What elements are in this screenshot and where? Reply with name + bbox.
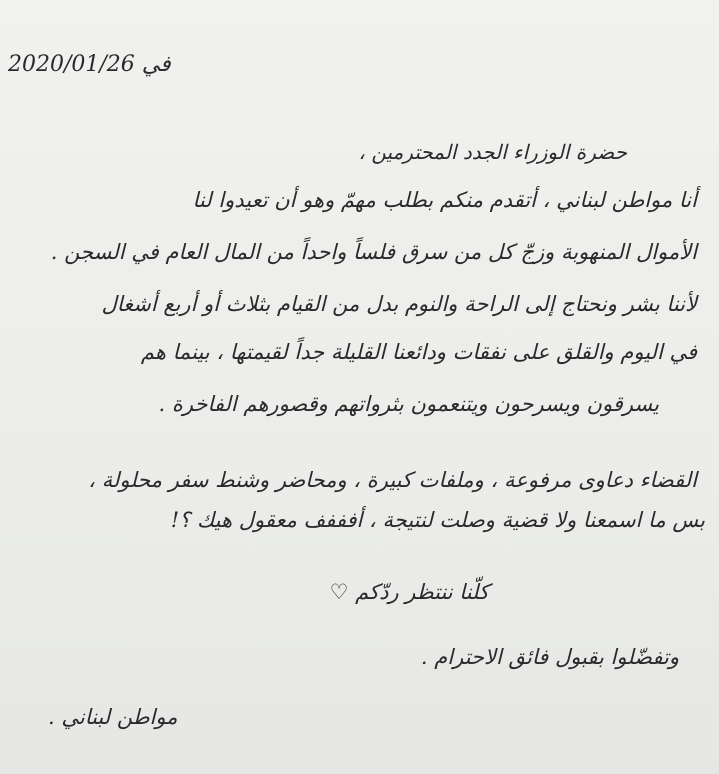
- letter-greeting: حضرة الوزراء الجدد المحترمين ،: [358, 140, 627, 164]
- letter-signature: مواطن لبناني .: [48, 705, 178, 729]
- body-line-2: الأموال المنهوبة وزجّ كل من سرق فلساً واحداً من المال العام في السجن .: [50, 240, 697, 264]
- body-line-7: بس ما اسمعنا ولا قضية وصلت لنتيجة ، أفففف معقول هيك ؟!: [170, 508, 705, 532]
- body-line-3: لأننا بشر ونحتاج إلى الراحة والنوم بدل من القيام بثلاث أو أربع أشغال: [101, 292, 697, 316]
- body-line-5: يسرقون ويسرحون ويتنعمون بثرواتهم وقصورهم الفاخرة .: [158, 392, 659, 416]
- body-line-4: في اليوم والقلق على نفقات ودائعنا القليلة جداً لقيمتها ، بينما هم: [140, 340, 697, 364]
- letter-closing: كلّنا ننتظر ردّكم ♡: [329, 580, 489, 604]
- letter-thanks: وتفضّلوا بقبول فائق الاحترام .: [420, 645, 679, 669]
- body-line-6: القضاء دعاوى مرفوعة ، وملفات كبيرة ، ومحاضر وشنط سفر محلولة ،: [88, 468, 697, 492]
- letter-date: في 2020/01/26: [8, 52, 171, 77]
- body-line-1: أنا مواطن لبناني ، أتقدم منكم بطلب مهمّ وهو أن تعيدوا لنا: [192, 188, 697, 212]
